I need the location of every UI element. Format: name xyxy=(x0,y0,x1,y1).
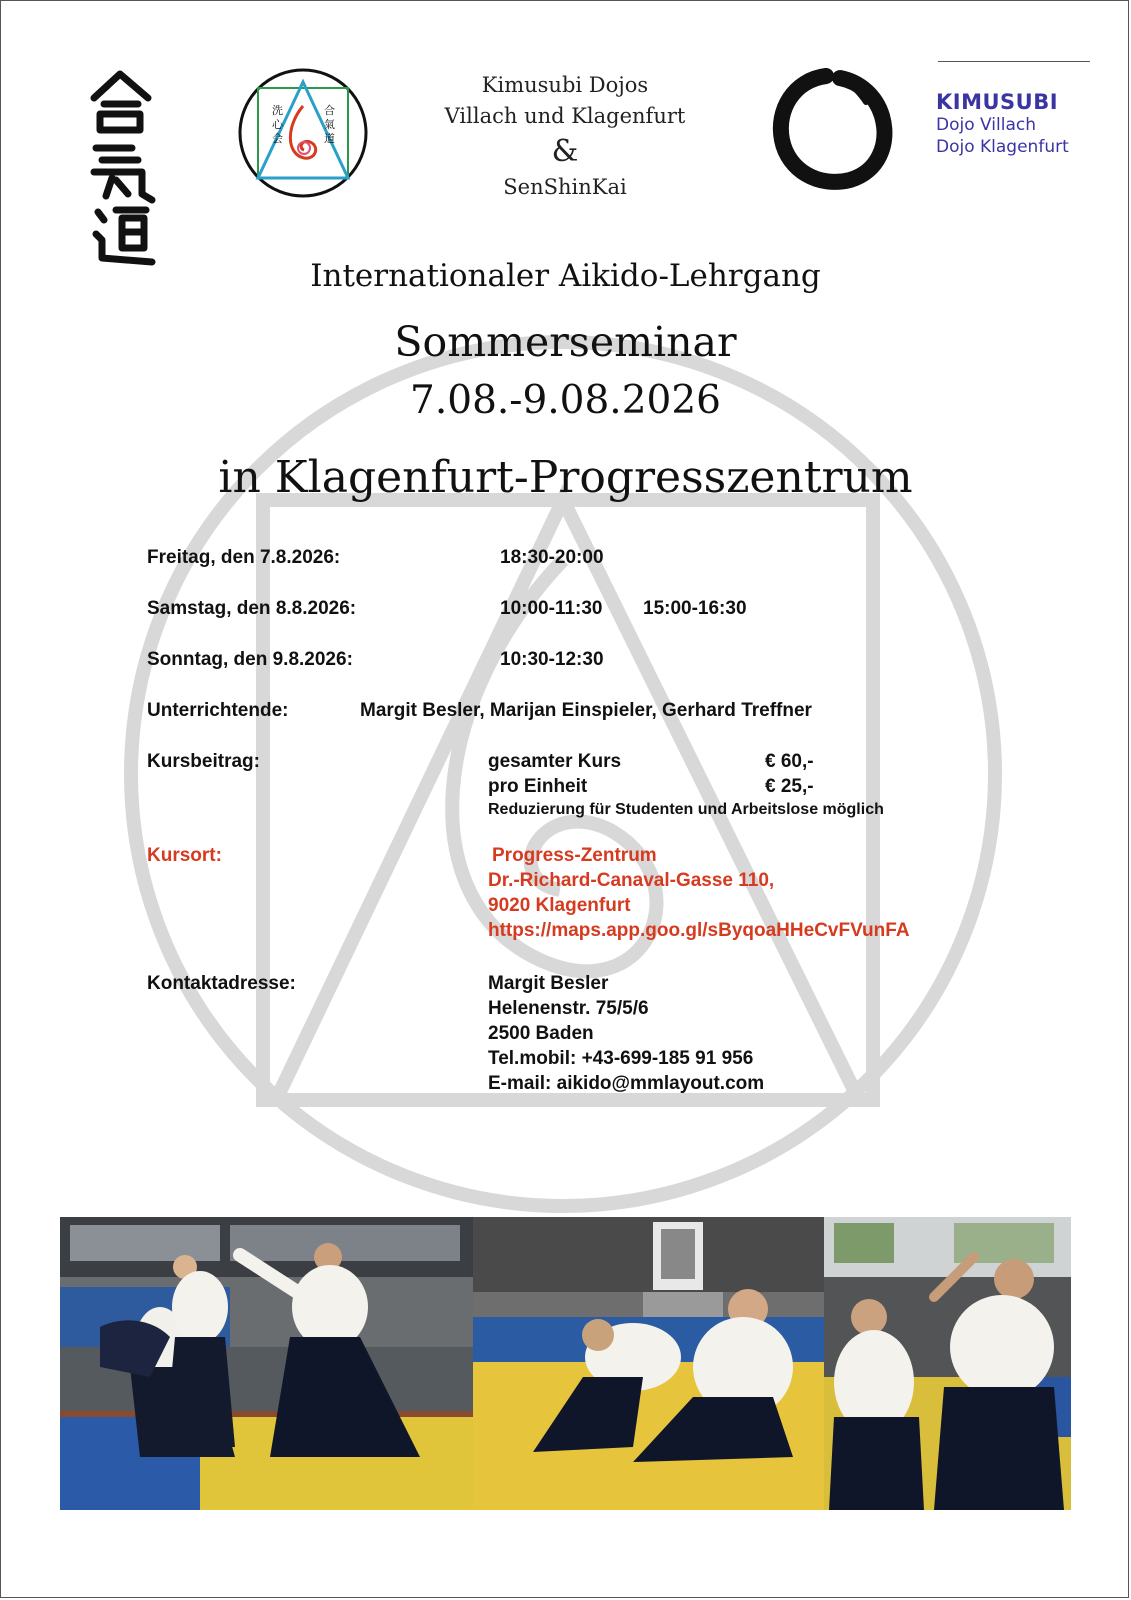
header-ampersand: & xyxy=(551,134,579,169)
brand-title: KIMUSUBI xyxy=(936,90,1059,114)
title-venue: in Klagenfurt-Progresszentrum xyxy=(218,452,913,503)
teachers-label: Unterrichtende: xyxy=(147,700,289,721)
contact-phone: Tel.mobil: +43-699-185 91 956 xyxy=(488,1048,754,1069)
photo-kneeling xyxy=(473,1217,824,1510)
schedule-time-3: 10:30-12:30 xyxy=(500,649,604,670)
photo-wrist-grab xyxy=(824,1217,1071,1510)
title-seminar: Sommerseminar xyxy=(394,318,737,366)
svg-text:会: 会 xyxy=(272,132,283,145)
header-line-2: Villach und Klagenfurt xyxy=(444,104,686,128)
brand-line-villach: Dojo Villach xyxy=(936,115,1036,135)
svg-text:合: 合 xyxy=(324,104,335,117)
teachers-names: Margit Besler, Marijan Einspieler, Gerhard Treffner xyxy=(360,700,812,721)
header-line-1: Kimusubi Dojos xyxy=(481,73,649,97)
header-organizers xyxy=(400,70,730,203)
header-line-4: SenShinKai xyxy=(503,175,627,199)
location-city: 9020 Klagenfurt xyxy=(488,895,631,916)
fees-label: Kursbeitrag: xyxy=(147,751,260,772)
enso-circle-icon xyxy=(766,62,898,194)
fee-full-course: gesamter Kurs xyxy=(488,751,622,772)
fee-per-unit-price: € 25,- xyxy=(765,776,814,797)
kimusubi-brand xyxy=(936,90,1069,158)
fee-full-course-price: € 60,- xyxy=(765,751,814,772)
title-dates: 7.08.-9.08.2026 xyxy=(410,378,721,423)
contact-city: 2500 Baden xyxy=(488,1023,594,1044)
schedule-day-1: Freitag, den 7.8.2026: xyxy=(147,547,341,568)
schedule-time-2b: 15:00-16:30 xyxy=(643,598,747,619)
svg-text:心: 心 xyxy=(272,118,283,131)
schedule-day-2: Samstag, den 8.8.2026: xyxy=(147,598,357,619)
fee-per-unit: pro Einheit xyxy=(488,776,588,797)
svg-text:洗: 洗 xyxy=(272,104,283,117)
brand-rule xyxy=(938,61,1090,62)
title-event-type: Internationaler Aikido-Lehrgang xyxy=(310,258,821,294)
schedule-time-1: 18:30-20:00 xyxy=(500,547,604,568)
location-label: Kursort: xyxy=(147,845,222,866)
svg-text:道: 道 xyxy=(324,132,335,145)
location-map-link[interactable]: https://maps.app.goo.gl/sByqoaHHeCvFVunFA xyxy=(488,920,910,941)
fee-note: Reduzierung für Studenten und Arbeitslose möglich xyxy=(488,801,884,818)
senshinkai-logo-icon xyxy=(236,66,370,200)
location-name: Progress-Zentrum xyxy=(492,845,657,866)
aikido-calligraphy-icon xyxy=(82,68,162,268)
schedule-day-3: Sonntag, den 9.8.2026: xyxy=(147,649,353,670)
svg-text:氣: 氣 xyxy=(324,118,335,131)
photo-throw xyxy=(60,1217,473,1510)
brand-line-klagenfurt: Dojo Klagenfurt xyxy=(936,137,1069,157)
contact-name: Margit Besler xyxy=(488,973,609,994)
contact-label: Kontaktadresse: xyxy=(147,973,296,994)
contact-email[interactable]: E-mail: aikido@mmlayout.com xyxy=(488,1073,765,1094)
schedule-time-2a: 10:00-11:30 xyxy=(500,598,603,619)
location-street: Dr.-Richard-Canaval-Gasse 110, xyxy=(488,870,775,891)
contact-street: Helenenstr. 75/5/6 xyxy=(488,998,649,1019)
